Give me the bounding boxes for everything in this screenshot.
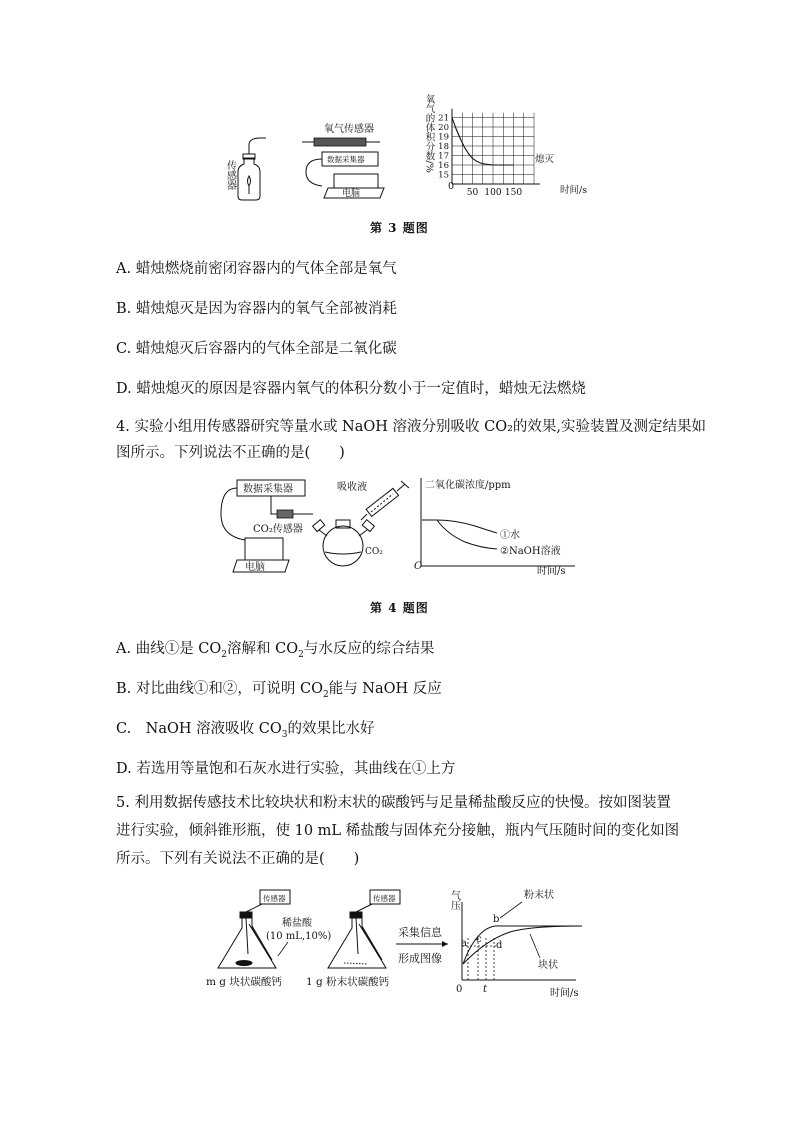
q5-sensor-label-1: 传感器 xyxy=(263,894,286,903)
q3-computer-label: 电脑 xyxy=(342,189,361,199)
q5-curve-block xyxy=(463,926,582,964)
q3-ytick-label: 17 xyxy=(438,151,449,162)
q4-curve-naoh xyxy=(422,520,497,549)
q4-curve2-label: ②NaOH溶液 xyxy=(500,546,561,557)
q5-point-c: c xyxy=(476,934,482,945)
q3-option-d[interactable]: D. 蜡烛熄灭的原因是容器内氧气的体积分数小于一定值时，蜡烛无法燃烧 xyxy=(116,381,586,397)
q5-acid-label-2: (10 mL,10%) xyxy=(266,931,332,942)
q5-point-a: a xyxy=(461,938,467,949)
q3-chart-ylabel: 氧气的体积分数/% xyxy=(423,94,435,173)
q3-xtick-label: 150 xyxy=(504,188,523,198)
q5-figure xyxy=(200,884,592,1002)
q5-chart-ylabel: 气压 xyxy=(448,890,460,910)
q4-data-collector-label: 数据采集器 xyxy=(243,484,293,495)
q3-figure xyxy=(210,88,600,206)
q3-option-b[interactable]: B. 蜡烛熄灭是因为容器内的氧气全部被消耗 xyxy=(116,301,397,317)
q3-ytick-label: 19 xyxy=(438,132,449,143)
q5-curve-block-label: 块状 xyxy=(538,960,558,971)
q3-ytick-label: 20 xyxy=(438,123,449,133)
q3-option-c[interactable]: C. 蜡烛熄灭后容器内的气体全部是二氧化碳 xyxy=(116,341,397,357)
q3-xtick-label: 50 xyxy=(466,188,479,198)
q4-co2-sensor-label: CO₂传感器 xyxy=(253,524,303,535)
q5-chart-xlabel: 时间/s xyxy=(550,988,579,999)
q4-chart-xlabel: 时间/s xyxy=(537,566,566,577)
q4-syringe xyxy=(361,481,409,520)
q3-chart-annotation: 熄灭 xyxy=(535,154,555,165)
q3-ytick-label: 15 xyxy=(438,170,449,181)
q4-option-b[interactable]: B. 对比曲线①和②，可说明 $CO_2$能与 NaOH 反应 xyxy=(116,681,442,700)
q5-acid-label-1: 稀盐酸 xyxy=(282,918,312,929)
q4-co2-sensor xyxy=(277,510,293,518)
q3-chart-origin: 0 xyxy=(448,181,455,192)
q5-leader-block xyxy=(530,934,540,958)
q4-option-a[interactable]: A. 曲线①是 $CO_2$溶解和 $CO_2$与水反应的综合结果 xyxy=(116,641,435,660)
q3-ytick-label: 18 xyxy=(438,142,449,152)
q5-stem: 5. 利用数据传感技术比较块状和粉末状的碳酸钙与足量稀盐酸反应的快慢。按如图装置进行实验，倾斜锥形瓶，使 10 mL 稀盐酸与固体充分接触，瓶内气压随时间的变化如图所示。下列有关说法不正确的是( ) xyxy=(116,795,680,867)
q4-curve-water xyxy=(422,520,497,533)
q5-curve-powder-label: 粉末状 xyxy=(524,890,554,901)
q4-chart-origin: O xyxy=(414,561,423,572)
q4-curve1-label: ①水 xyxy=(500,530,520,541)
q4-computer-label: 电脑 xyxy=(245,562,265,573)
q3-xtick-label: 100 xyxy=(484,188,502,198)
q4-caption: 第 4 题图 xyxy=(370,601,429,615)
q3-oxygen-sensor xyxy=(302,138,380,146)
q4-stem-line1: 4. 实验小组用传感器研究等量水或 NaOH 溶液分别吸收 CO₂的效果,实验装置及测定结果如 xyxy=(116,419,707,435)
q5-flask1-label: m g 块状碳酸钙 xyxy=(206,976,282,988)
q5-leader-powder xyxy=(500,902,522,918)
q4-co2-label: CO₂ xyxy=(365,547,383,557)
q4-stem-line2: 图所示。下列说法不正确的是( ) xyxy=(116,445,345,461)
q4-option-c[interactable]: C. NaOH 溶液吸收 $CO_3$的效果比水好 xyxy=(116,721,375,740)
q5-point-d: d xyxy=(496,940,503,951)
q3-ytick-label: 16 xyxy=(438,161,449,171)
q5-sensor-label-2: 传感器 xyxy=(373,894,396,903)
q4-option-d[interactable]: D. 若选用等量饱和石灰水进行实验，其曲线在①上方 xyxy=(116,761,456,777)
q3-bottle xyxy=(238,138,266,200)
q5-point-b: b xyxy=(493,914,500,925)
q4-three-neck-flask xyxy=(313,520,375,566)
q3-sensor-side-label: 传感器 xyxy=(224,160,236,190)
q3-chart-xlabel: 时间/s xyxy=(560,185,588,196)
q3-data-collector-label: 数据采集器 xyxy=(327,155,365,164)
q3-option-a[interactable]: A. 蜡烛燃烧前密闭容器内的气体全部是氧气 xyxy=(116,261,397,277)
q5-chart-t: t xyxy=(483,984,488,995)
q4-chart-ylabel: 二氧化碳浓度/ppm xyxy=(425,480,511,491)
q5-arrow-label-2: 形成图像 xyxy=(398,952,442,965)
q5-chart-origin: 0 xyxy=(456,984,463,995)
q5-flask2-label: 1 g 粉末状碳酸钙 xyxy=(306,976,390,988)
q3-ytick-label: 21 xyxy=(438,113,449,124)
q4-absorbent-label: 吸收液 xyxy=(337,482,367,493)
q5-arrow-label-1: 采集信息 xyxy=(398,926,442,939)
q4-figure xyxy=(215,474,585,584)
q3-oxygen-sensor-label: 氧气传感器 xyxy=(324,124,374,135)
q3-caption: 第 3 题图 xyxy=(370,221,429,235)
